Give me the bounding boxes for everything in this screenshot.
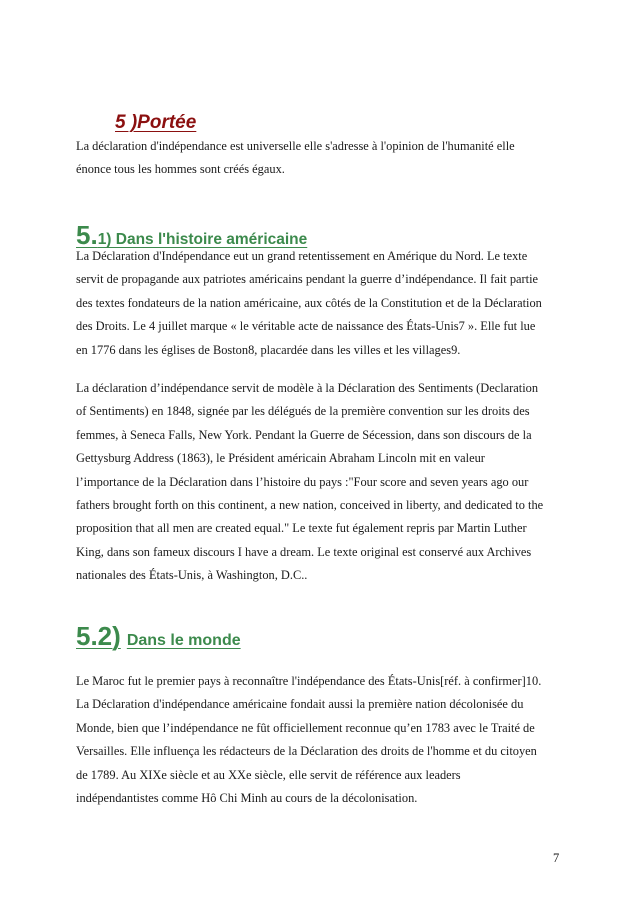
- subsection-number: 5.: [76, 220, 98, 250]
- text-line: des textes fondateurs de la nation américaine, aux côtés de la Constitution et de la Déclaration: [76, 295, 542, 310]
- text-line: fathers brought forth on this continent, a new nation, conceived in liberty, and dedicated to the: [76, 498, 544, 513]
- text-line: La Déclaration d'Indépendance eut un grand retentissement en Amérique du Nord. Le texte: [76, 249, 528, 263]
- subsection-number: 5.2): [76, 621, 121, 651]
- text-line: King, dans son fameux discours I have a dream. Le texte original est conservé aux Archives: [76, 544, 532, 559]
- text-line: énonce tous les hommes sont créés égaux.: [76, 162, 285, 177]
- text-line: proposition that all men are created equal." Le texte fut également repris par Martin Luther: [76, 521, 527, 536]
- text-line: Versailles. Elle influença les rédacteurs de la Déclaration des droits de l'homme et du citoyen: [76, 744, 537, 759]
- text-line: La déclaration d’indépendance servit de modèle à la Déclaration des Sentiments (Declaration: [76, 381, 539, 395]
- text-line: des Droits. Le 4 juillet marque « le véritable acte de naissance des États-Unis7 ». Elle fut lue: [76, 319, 536, 334]
- text-line: Monde, bien que l’indépendance ne fût officiellement reconnue qu’en 1783 avec le Traité de: [76, 720, 535, 735]
- page-number: 7: [553, 851, 560, 865]
- text-line: servit de propagande aux patriotes américains pendant la guerre d’indépendance. Il fait partie: [76, 272, 539, 287]
- subsection-heading-monde: [76, 621, 241, 652]
- text-line: indépendantistes comme Hô Chi Minh au cours de la décolonisation.: [76, 791, 418, 806]
- text-line: of Sentiments) en 1848, signée par les délégués de la première convention sur les droits des: [76, 404, 530, 419]
- histoire-paragraph-2: [76, 377, 576, 588]
- text-line: femmes, à Seneca Falls, New York. Pendant la Guerre de Sécession, dans son discours de la: [76, 427, 532, 442]
- text-line: Gettysburg Address (1863), le Président américain Abraham Lincoln mit en valeur: [76, 451, 485, 466]
- subsection-title: Dans le monde: [126, 632, 241, 649]
- histoire-paragraph-1: [76, 245, 576, 362]
- text-line: Le Maroc fut le premier pays à reconnaître l'indépendance des États-Unis[réf. à confirmer]10.: [76, 674, 542, 688]
- monde-paragraph: [76, 670, 576, 810]
- text-line: nationales des États-Unis, à Washington, D.C..: [76, 568, 308, 583]
- text-line: La déclaration d'indépendance est universelle elle s'adresse à l'opinion de l'humanité elle: [76, 139, 515, 153]
- intro-paragraph: [76, 135, 576, 182]
- subsection-title: 1) Dans l'histoire américaine: [97, 231, 308, 248]
- section-heading-portee: 5 )Portée: [115, 112, 197, 133]
- text-line: en 1776 dans les églises de Boston8, placardée dans les villes et les villages9.: [76, 342, 461, 357]
- text-line: de 1789. Au XIXe siècle et au XXe siècle, elle servit de référence aux leaders: [76, 767, 461, 782]
- text-line: l’importance de la Déclaration dans l’histoire du pays :"Four score and seven years ago our: [76, 474, 529, 489]
- text-line: La Déclaration d'indépendance américaine fondait aussi la première nation décolonisée du: [76, 697, 524, 712]
